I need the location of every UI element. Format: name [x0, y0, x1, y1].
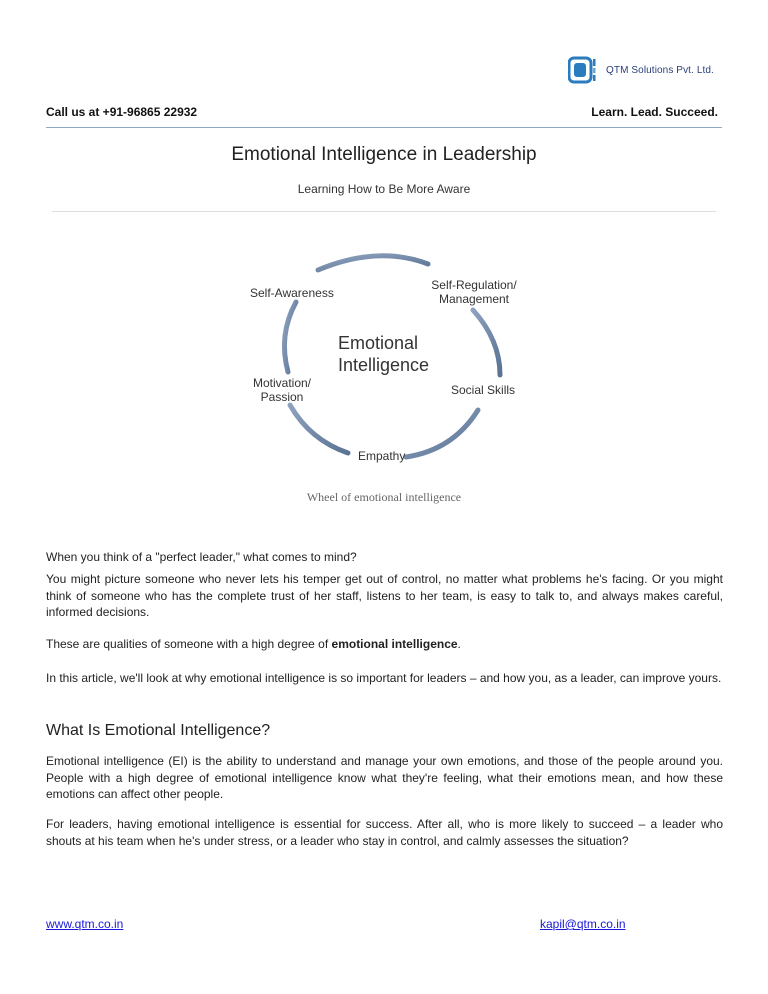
paragraph-3 [46, 636, 723, 653]
center-label [338, 332, 429, 376]
phone-text: Call us at +91-96865 22932 [46, 105, 198, 119]
ei-wheel-diagram [238, 240, 538, 520]
paragraph-4 [46, 670, 723, 687]
label-motivation [246, 376, 318, 404]
logo-text: QTM Solutions Pvt. Ltd. [606, 64, 714, 76]
label-self-regulation-line2: Management [438, 292, 510, 306]
label-motivation-line1: Motivation/ [252, 376, 312, 390]
paragraph-1-text: When you think of a "perfect leader," what comes to mind? [46, 550, 357, 564]
company-logo [568, 54, 714, 86]
label-self-awareness: Self-Awareness [250, 286, 334, 300]
section-heading: What Is Emotional Intelligence? [46, 722, 271, 739]
header-bar [46, 103, 722, 128]
arc-bottom-left [290, 405, 348, 453]
arc-bottom-right [406, 410, 478, 457]
paragraph-6 [46, 816, 723, 849]
emphasis-term: emotional intelligence [331, 637, 458, 651]
paragraph-5-text: Emotional intelligence (EI) is the ability to understand and manage your own emotions, and those of the people around you. People with a high degree of emotional intelligence know what they're feeling, what their emotions mean, and how these emotions can affect other people. [46, 754, 723, 801]
paragraph-2 [46, 571, 723, 621]
paragraph-3-start: These are qualities of someone with a high degree of [46, 637, 332, 651]
email-link[interactable]: kapil@qtm.co.in [540, 917, 626, 931]
divider [52, 211, 716, 212]
paragraph-1 [46, 549, 723, 566]
label-empathy: Empathy [358, 449, 406, 463]
arc-top [318, 256, 428, 270]
paragraph-2-text: You might picture someone who never lets his temper get out of control, no matter what problems he's facing. Or you might think of someone who has the complete trust of her staff, listens to her team, is easy to talk to, and always makes careful, informed decisions. [46, 572, 723, 619]
label-self-regulation [424, 278, 524, 306]
label-social-skills: Social Skills [451, 383, 516, 397]
tagline: Learn. Lead. Succeed. [591, 105, 718, 119]
diagram-caption: Wheel of emotional intelligence [306, 490, 462, 504]
arc-right [473, 310, 500, 375]
label-motivation-line2: Passion [260, 390, 304, 404]
website-link[interactable]: www.qtm.co.in [46, 917, 124, 931]
arc-left [284, 302, 296, 372]
label-self-regulation-line1: Self-Regulation/ [431, 278, 517, 292]
paragraph-3-end: . [457, 637, 461, 651]
page-subtitle: Learning How to Be More Aware [297, 182, 471, 196]
center-label-line1: Emotional [338, 333, 419, 353]
qtm-logo-icon [568, 55, 602, 85]
paragraph-4-text: In this article, we'll look at why emotional intelligence is so important for leaders – and how you, as a leader, can improve yours. [46, 671, 722, 685]
center-label-line2: Intelligence [338, 355, 430, 375]
paragraph-6-text: For leaders, having emotional intelligence is essential for success. After all, who is more likely to succeed – a leader who shouts at his team when he's under stress, or a leader who stay in control, and calmly assesses the situation? [46, 817, 723, 848]
page-title: Emotional Intelligence in Leadership [231, 144, 537, 165]
paragraph-5 [46, 753, 723, 803]
